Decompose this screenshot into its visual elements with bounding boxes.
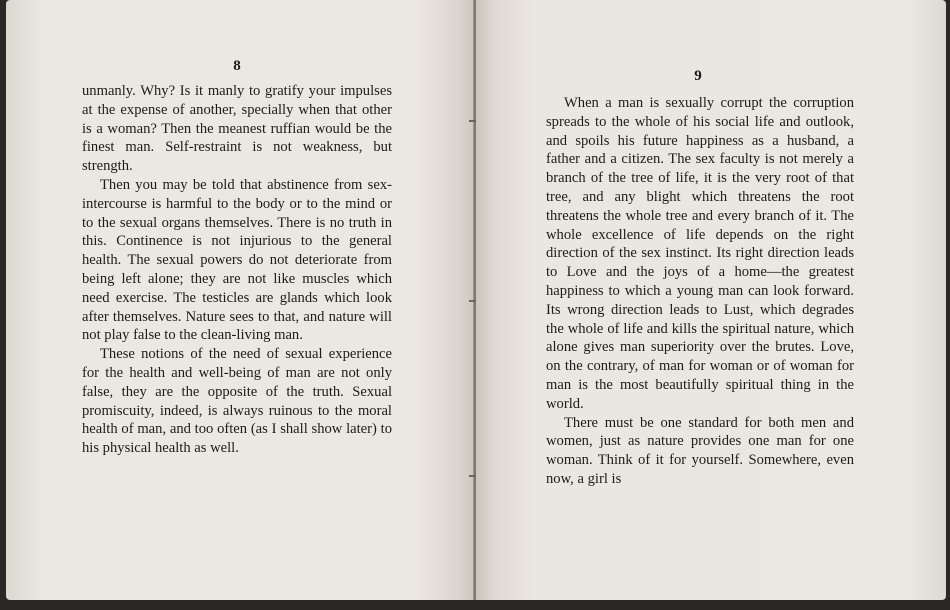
left-page-text bbox=[82, 82, 392, 458]
right-page bbox=[476, 0, 946, 600]
paragraph: Then you may be told that abstinence from sex-intercourse is harmful to the body or to the mind or to the sexual organs themselves. There is no truth in this. Continence is not injurious to the general health. The sexual powers do not deteriorate from being left alone; they are not like muscles which need exercise. The testicles are glands which look after themselves. Nature sees to that, and nature will not play false to the clean-living man. bbox=[82, 176, 392, 344]
page-number: 8 bbox=[233, 58, 241, 74]
paragraph: unmanly. Why? Is it manly to gratify your impulses at the expense of another, specially when that other is a woman? Then the meanest ruffian would be the finest man. Self-restraint is not weakness, but strength. bbox=[82, 83, 392, 175]
paragraph: When a man is sexually corrupt the corruption spreads to the whole of his social life and outlook, and spoils his future happiness as a husband, a father and a citizen. The sex faculty is not merely a branch of the tree of life, it is the very root of that tree, and any blight which threatens the root threatens the whole tree and every branch of it. The whole excellence of life depends on the right direction of the sex instinct. Its right direction leads to Love and the joys of a home—the greatest happiness to which a young man can look forward. Its wrong direction leads to Lust, which degrades the whole of life and kills the spiritual nature, which alone gives man superiority over the brutes. Love, on the contrary, of man for woman or of woman for man is the most beautifully spiritual thing in the world. bbox=[546, 95, 854, 412]
paragraph: These notions of the need of sexual experience for the health and well-being of man are not only false, they are the opposite of the truth. Sexual promiscuity, indeed, is always ruinous to the moral health of man, and too often (as I shall show later) to his physical health as well. bbox=[82, 346, 392, 457]
left-page bbox=[6, 0, 474, 600]
right-page-text bbox=[546, 94, 854, 489]
paragraph: There must be one standard for both men and women, just as nature provides one man for one woman. Think of it for yourself. Somewhere, even now, a girl is bbox=[546, 414, 854, 487]
page-number: 9 bbox=[694, 68, 702, 84]
